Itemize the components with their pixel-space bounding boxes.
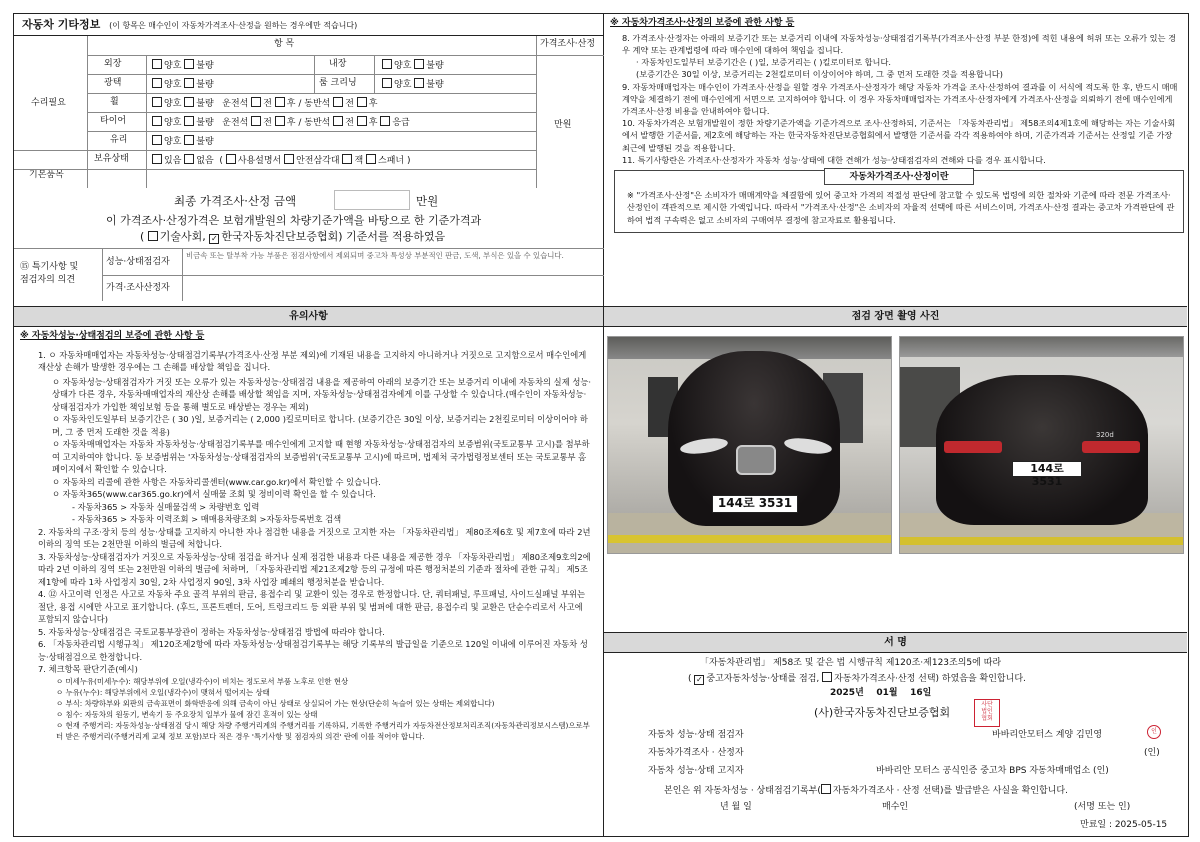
notice-item: - 자동차365 > 자동차 이력조회 > 매매용차량조회 >자동차등록번호 검색 xyxy=(72,514,342,525)
criteria-item: ㅇ 미세누유(미세누수): 해당부위에 오일(냉각수)이 비치는 정도로서 부품 노후로 인한 현상 xyxy=(56,676,349,686)
front-license-plate: 144로 3531 xyxy=(712,495,798,513)
section-subtitle: (이 항목은 매수인이 자동차가격조사·산정을 원하는 경우에만 적습니다) xyxy=(109,21,358,30)
guarantee-item-10: 10. 자동차가격은 보험개발원이 정한 차량기준가액을 기준가격으로 조사·산정하되, 기준서는 「자동차관리법」 제58조의4제1호에 해당하는 자는 기술사회에서 발행한 기준서를, 제2호에 해당하는 자는 한국자동차진단보증협회에서 발행한 기준서를 각각 적용하여야 하며, 기준가격과 기준서는 산정일 기준 가장 최근에 발행된 것을 적용합니다. xyxy=(622,118,1176,153)
criteria-list xyxy=(20,676,597,742)
room-bad-checkbox[interactable] xyxy=(414,78,424,88)
triangle-label: 안전삼각대 xyxy=(296,156,340,166)
manual-label: 사용설명서 xyxy=(237,156,282,166)
guarantee-item-8: 8. 가격조사·산정자는 아래의 보증기간 또는 보증거리 이내에 자동차성능·상태점검기록부(가격조사·산정 부분 한정)에 적힌 내용에 허위 또는 오류가 있는 경우 계약 또는 관계법령에 따라 매수인에 대하여 책임을 집니다. xyxy=(622,32,1177,55)
tire-emergency-checkbox[interactable] xyxy=(380,116,390,126)
price-assess-checkbox[interactable] xyxy=(822,672,832,682)
room-good-checkbox[interactable] xyxy=(382,78,392,88)
good-label: 양호 xyxy=(394,80,412,90)
price-guarantee-text xyxy=(610,32,1181,166)
price-assessor-label: 가격·조사산정자 xyxy=(106,283,170,293)
notice-item: ㅇ 자동차인도일부터 보증기간은 ( 30 )일, 보증거리는 ( 2,000 )킬로미터로 합니다. (보증기간은 30일 이상, 보증거리는 2천킬로미터 이상이어야 하며, 그 중 먼저 도래한 것을 적용) xyxy=(52,414,588,437)
notice-item: 2. 자동차의 구조·장치 등의 성능·상태를 고지하지 아니한 자나 점검한 내용을 거짓으로 고지한 자는 「자동차관리법」 제80조제6호 및 제7호에 따라 2년 이하의 징역 또는 2천만원 이하의 벌금에 처합니다. xyxy=(38,526,591,550)
yes-label: 있음 xyxy=(164,156,182,166)
notice-item: ㅇ 자동차매매업자는 자동차 자동차성능·상태점검기록부를 매수인에게 고지할 때 현행 자동차성능·상태점검자의 보증범위(국토교통부 고시)를 첨부하여 고지하여야 합니다. 동 보증범위는 '자동차성능·상태점검자의 보증범위'(국토교통부 고시)에 따르며, 법제처 국가법령정보센터 또는 국토교통부 홈페이지에서 확인할 수 있습니다. xyxy=(52,439,590,475)
left-column xyxy=(14,14,604,836)
interior-label: 내장 xyxy=(329,59,347,69)
glass-bad-checkbox[interactable] xyxy=(184,135,194,145)
tech-society-checkbox[interactable] xyxy=(148,231,158,241)
bad-label: 불량 xyxy=(196,137,214,147)
rear-label: 후 xyxy=(368,118,378,128)
notice-item: ㅇ 자동차성능·상태점검자가 거짓 또는 오류가 있는 자동차성능·상태점검 내용을 제공하여 아래의 보증기간 또는 보증거리 이내에 자동차의 실제 성능·상태가 다른 경우, 자동차매매업자의 재산상 손해를 배상할 책임을 지며, 자동차성능·상태점검자에게 이를 구상할 수 있습니다.(매수인이 자동차성능·상태점검자가 가입한 책임보험 등을 통해 별도로 배상받는 경우는 제외) xyxy=(52,376,592,412)
tire-pass-front-checkbox[interactable] xyxy=(333,116,343,126)
exterior-bad-checkbox[interactable] xyxy=(184,59,194,69)
front-label: 전 xyxy=(345,118,354,128)
expiry-date: 만료일 : 2025-05-15 xyxy=(1080,820,1168,830)
front-car-photo xyxy=(607,336,892,554)
wheel-pass-rear-checkbox[interactable] xyxy=(357,97,367,107)
manual-checkbox[interactable] xyxy=(226,154,236,164)
rear-license-plate: 144로 3531 xyxy=(1012,461,1082,477)
notice-item: 5. 자동차성능·상태점검은 국토교통부장관이 정하는 자동차성능·상태점검 방법에 따라야 합니다. xyxy=(38,626,385,637)
gloss-label: 광택 xyxy=(104,78,122,88)
price-definition-box xyxy=(614,170,1184,233)
inspection-record-page xyxy=(13,13,1189,837)
price-definition-text: ※ "가격조사·산정"은 소비자가 매매계약을 체결함에 있어 중고차 가격의 적절성 판단에 참고할 수 있도록 법령에 의한 절차와 기준에 따라 전문 가격조사·산정인이 객관적으로 제시한 가액입니다. 따라서 "가격조사·산정"은 소비자의 자율적 선택에 따른 서비스이며, 가격조사·산정 결과는 중고차 가격판단에 관하여 법적 구속력은 없고 소비자의 구매여부 결정에 참고자료로 활용됩니다. xyxy=(627,189,1175,225)
notice-item: ㅇ 자동차의 리콜에 관한 사항은 자동차리콜센터(www.car.go.kr)에서 확인할 수 있습니다. xyxy=(52,476,381,487)
good-label: 양호 xyxy=(164,61,182,71)
criteria-item: ㅇ 부식: 차량하부와 외판의 금속표면이 화학반응에 의해 금속이 아닌 상태로 상실되어 가는 현상(단순히 녹슬어 있는 상태는 제외합니다) xyxy=(56,698,495,708)
notice-item: 4. ⑫ 사고이력 인정은 사고로 자동차 주요 골격 부위의 판금, 용접수리 및 교환이 있는 경우로 한정합니다. 단, 쿼터패널, 루프패널, 사이드실패널 부위는 절단, 용접 시에만 사고로 표기합니다. (후드, 프론트펜더, 도어, 트렁크리드 등 외판 부위 및 범퍼에 대한 판금, 용접수리 및 교환은 단순수리로서 사고에 포함되지 않습니다) xyxy=(38,589,586,625)
triangle-checkbox[interactable] xyxy=(284,154,294,164)
holding-yes-checkbox[interactable] xyxy=(152,154,162,164)
tire-pass-rear-checkbox[interactable] xyxy=(357,116,367,126)
basis-line2: ( 기술사회, ✓ 한국자동차진단보증협회) 기준서를 적용하였음 xyxy=(140,230,446,243)
good-label: 양호 xyxy=(394,61,412,71)
role-value: 바바리안모터스 계양 김민영 xyxy=(992,730,1103,740)
wheel-good-checkbox[interactable] xyxy=(152,97,162,107)
good-label: 양호 xyxy=(164,118,182,128)
signature-law-line: 「자동차관리법」 제58조 및 같은 법 시행규칙 제120조·제123조의5에 따라 xyxy=(700,658,1002,668)
notice-item: 7. 체크항목 판단기준(예시) xyxy=(38,664,138,675)
good-label: 양호 xyxy=(164,137,182,147)
criteria-item: ㅇ 침수: 자동차의 원동기, 변속기 등 주요장치 일부가 물에 잠긴 흔적이 있는 상태 xyxy=(56,709,318,719)
interior-bad-checkbox[interactable] xyxy=(414,59,424,69)
glass-label: 유리 xyxy=(110,135,128,145)
room-cleaning-label: 룸 크리닝 xyxy=(319,78,357,88)
bad-label: 불량 xyxy=(196,118,214,128)
exterior-good-checkbox[interactable] xyxy=(152,59,162,69)
price-unit: 만원 xyxy=(554,120,572,130)
guarantee-item-11: 11. 특기사항란은 가격조사·산정자가 자동차 성능·상태에 대한 견해가 성능·상태점검자의 견해와 다를 경우 표시합니다. xyxy=(622,154,1046,165)
receipt-date-blank: 년 월 일 xyxy=(720,802,752,812)
bad-label: 불량 xyxy=(196,80,214,90)
tire-good-checkbox[interactable] xyxy=(152,116,162,126)
tire-label: 타이어 xyxy=(100,116,127,126)
front-label: 전 xyxy=(263,99,272,109)
glass-good-checkbox[interactable] xyxy=(152,135,162,145)
special-remarks xyxy=(14,248,604,300)
guarantee-item-9: 9. 자동차매매업자는 매수인이 가격조사·산정을 원할 경우 가격조사·산정자가 해당 자동차 가격을 조사·산정하여 결과를 이 서식에 적도록 한 후, 반드시 매매계약을 체결하기 전에 매수인에게 서면으로 고지하여야 합니다. 이 경우 자동차매매업자는 가격조사·산정자에게 가격조사·산정을 의뢰하기 전에 매수인에게 가격조사·산정 비용을 안내하여야 합니다. xyxy=(622,81,1178,116)
exterior-label: 외장 xyxy=(104,59,122,69)
rear-car-photo xyxy=(899,336,1184,554)
spanner-checkbox[interactable] xyxy=(366,154,376,164)
good-label: 양호 xyxy=(164,80,182,90)
notice-item: 6. 「자동차관리법 시행규칙」 제120조제2항에 따라 자동차성능·상태점검기록부는 해당 기록부의 발급일을 기준으로 120일 이내에 이루어진 자동차 성능·상태점검으로 한정합니다. xyxy=(38,639,588,662)
criteria-item: ㅇ 누유(누수): 해당부위에서 오일(냉각수)이 맺혀서 떨어지는 상태 xyxy=(56,687,270,697)
jack-checkbox[interactable] xyxy=(342,154,352,164)
notice-heading: ※ 자동차성능·상태점검의 보증에 관한 사항 등 xyxy=(20,331,205,341)
spanner-label: 스패너 xyxy=(378,156,405,166)
receipt-line: 본인은 위 자동차성능 · 상태점검기록부( 자동차가격조사 · 산정 선택)를 발급받은 사실을 확인합니다. xyxy=(664,786,1068,796)
photos-bar: 점검 장면 촬영 사진 xyxy=(604,307,1187,327)
notice-list xyxy=(20,349,597,676)
notice-item: 3. 자동차성능·상태점검자가 거짓으로 자동차성능·상태 점검을 하거나 실제 점검한 내용과 다른 내용을 제공한 경우 「자동차관리법」 제80조제9호의2에 따라 2년 이하의 징역 또는 2천만원 이하의 벌금에 처하며, 「자동차관리법 제21조제2항 등의 규정에 따른 행정처분의 기준과 절차에 관한 규칙」 제5조제1항에 따라 1차 사업정지 30일, 2차 사업정지 90일, 3차 사업장 폐쇄의 행정처분을 받습니다. xyxy=(38,551,591,587)
bad-label: 불량 xyxy=(196,99,214,109)
tire-bad-checkbox[interactable] xyxy=(184,116,194,126)
perf-inspector-opinion: 비금속 또는 탈부착 가능 부품은 점검사항에서 제외되며 중고차 특성상 부분적인 판금, 도색, 부식은 있을 수 있습니다. xyxy=(186,251,564,260)
notice-section xyxy=(14,306,603,838)
notice-bar: 유의사항 xyxy=(14,307,603,327)
role-value: (인) xyxy=(1144,748,1160,758)
rear-passenger-label: 후 / 동반석 xyxy=(286,118,331,128)
front-label: 전 xyxy=(263,118,272,128)
section-title: 자동차 기타정보 xyxy=(22,18,101,31)
price-guarantee-heading: ※ 자동차가격조사·산정의 보증에 관한 사항 등 xyxy=(610,18,795,28)
bad-label: 불량 xyxy=(196,61,214,71)
wheel-pass-front-checkbox[interactable] xyxy=(333,97,343,107)
role-label: 자동차 성능·상태 점검자 xyxy=(648,730,744,740)
gloss-bad-checkbox[interactable] xyxy=(184,78,194,88)
guarantee-item-8-sub: (보증기간은 30일 이상, 보증거리는 2천킬로미터 이상이어야 하며, 그 중 먼저 도래한 것을 적용합니다) xyxy=(636,69,1003,80)
special-remarks-label: ⑮ 특기사항 및 점검자의 의견 xyxy=(20,262,79,285)
tire-rear-checkbox[interactable] xyxy=(275,116,285,126)
bad-label: 불량 xyxy=(426,80,444,90)
final-price-label: 최종 가격조사·산정 금액 xyxy=(174,194,297,208)
gloss-good-checkbox[interactable] xyxy=(152,78,162,88)
receipt-price-checkbox[interactable] xyxy=(821,784,831,794)
price-guarantee-section xyxy=(604,14,1187,306)
col-price-header: 가격조사·산정 xyxy=(540,39,596,49)
signature-confirm-line: ( ✓ 중고자동차성능·상태를 점검, 자동차가격조사·산정 선택) 하였음을 확인합니다. xyxy=(688,674,1026,684)
role-label: 자동차가격조사 · 산정자 xyxy=(648,748,744,758)
no-label: 없음 xyxy=(196,156,214,166)
basic-items-label: 기본품목 xyxy=(29,170,64,180)
repair-grid: 항 목 가격조사·산정 수리필요 기본품목 만원 외장 양호 불량 내장 양호 불량 광택 양호 불량 룸 크리닝 양호 불량 휠 양호 불량 운전석 전 후 / 동반석 전 후 타이어 양호 불량 운전석 전 후 / 동반석 전 후 응급 유리 양호 불량 보유상태 있음 없음 ( 사용설명서 안전삼각대 잭 스패너 ) xyxy=(14,36,604,188)
kadwa-checkbox[interactable]: ✓ xyxy=(210,234,218,243)
wheel-front-checkbox[interactable] xyxy=(251,97,261,107)
notice-item: - 자동차365 > 자동차 실매물검색 > 차량번호 입력 xyxy=(72,501,260,512)
org-seal-icon: 사단 법인 협회 xyxy=(974,699,1000,727)
rear-passenger-label: 후 / 동반석 xyxy=(286,99,331,109)
front-label: 전 xyxy=(345,99,354,109)
wheel-label: 휠 xyxy=(110,97,119,107)
basis-line1: 이 가격조사·산정가격은 보험개발원의 차량기준가액을 바탕으로 한 기준가격과 xyxy=(106,214,482,227)
role-value: 바바리안 모터스 공식인증 중고차 BPS 자동차매매업소 (인) xyxy=(876,766,1109,776)
inspector-seal-icon: 인 xyxy=(1147,725,1161,739)
bad-label: 불량 xyxy=(426,61,444,71)
final-price-unit: 만원 xyxy=(416,194,439,208)
guarantee-item-8-sub: · 자동차인도일부터 보증기간은 ( )일, 보증거리는 ( )킬로미터로 합니다. xyxy=(636,57,891,68)
holding-no-checkbox[interactable] xyxy=(184,154,194,164)
role-label: 자동차 성능·상태 고지자 xyxy=(648,766,744,776)
right-column xyxy=(604,14,1187,836)
rear-label: 후 xyxy=(368,99,378,109)
wheel-bad-checkbox[interactable] xyxy=(184,97,194,107)
good-label: 양호 xyxy=(164,99,182,109)
buyer-label: 매수인 xyxy=(882,802,909,812)
criteria-item: ㅇ 현재 주행거리: 자동차성능·상태점검 당시 해당 차량 주행거리계의 주행거리를 기록하되, 기록한 주행거리가 자동차전산정보처리조직(자동차관리정보시스템)으로부터 받은 주행거리(주행거리계 교체 정보 포함)보다 적은 경우 '특기사항 및 점검자의 의견' 란에 이를 적어야 합니다. xyxy=(56,720,590,741)
photos-section xyxy=(604,306,1187,632)
model-badge: 320d xyxy=(1096,431,1114,439)
wheel-rear-checkbox[interactable] xyxy=(275,97,285,107)
final-price-input[interactable] xyxy=(334,190,410,210)
notice-item: 1. ㅇ 자동차매매업자는 자동차성능·상태점검기록부(가격조사·산정 부분 제외)에 기재된 내용을 고지하지 아니하거나 거짓으로 고지함으로서 매수인에게 재산상 손해가 발생한 경우에는 그 손해를 배상할 책임을 집니다. xyxy=(38,349,587,373)
interior-good-checkbox[interactable] xyxy=(382,59,392,69)
driver-label: 운전석 xyxy=(222,99,249,109)
vehicle-other-info-section xyxy=(14,14,603,300)
condition-check-checkbox[interactable]: ✓ xyxy=(696,675,703,684)
holding-label: 보유상태 xyxy=(94,154,129,164)
signature-bar: 서 명 xyxy=(604,633,1187,653)
signature-org: (사)한국자동차진단보증협회 xyxy=(814,706,951,719)
tire-front-checkbox[interactable] xyxy=(251,116,261,126)
jack-label: 잭 xyxy=(354,156,364,166)
price-definition-title: 자동차가격조사·산정이란 xyxy=(824,168,974,185)
perf-inspector-label: 성능·상태점검자 xyxy=(106,257,170,267)
emergency-label: 응급 xyxy=(392,118,410,128)
driver-label: 운전석 xyxy=(222,118,249,128)
signature-date: 2025년 01월 16일 xyxy=(830,688,932,698)
signature-section xyxy=(604,632,1187,838)
col-item-header: 항 목 xyxy=(274,39,295,49)
repair-needed-label: 수리필요 xyxy=(31,98,66,108)
buyer-sign-label: (서명 또는 인) xyxy=(1074,802,1131,812)
notice-item: ㅇ 자동차365(www.car365.go.kr)에서 실매물 조회 및 정비이력 확인을 할 수 있습니다. xyxy=(52,489,376,500)
